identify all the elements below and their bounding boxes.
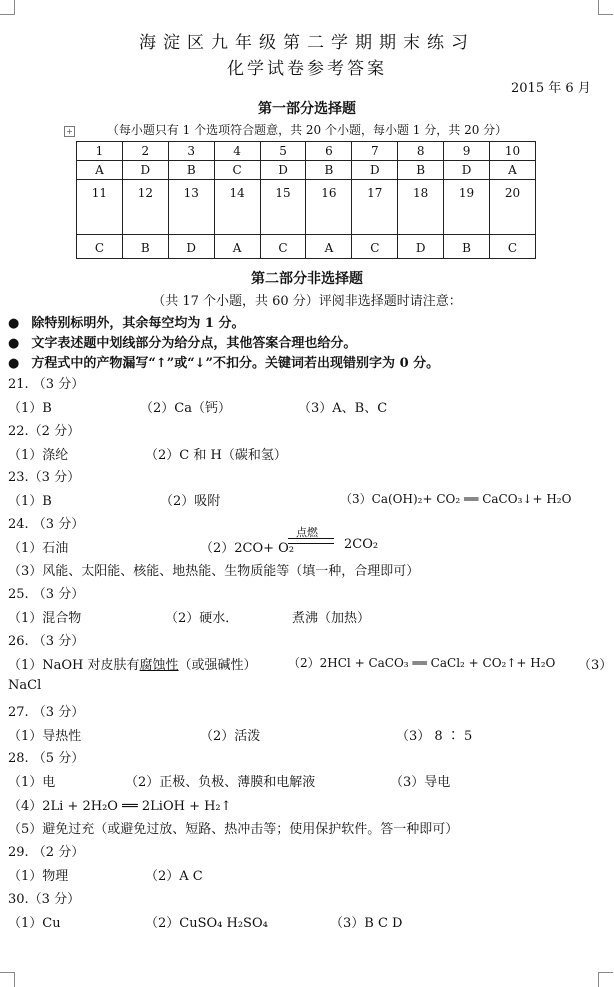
answer-cell: B — [398, 161, 444, 180]
q25-answer-1: （1）混合物 — [8, 611, 82, 626]
part2-title: 第二部分非选择题 — [251, 271, 363, 287]
q29-answer-2: （2）A C — [145, 869, 203, 884]
q23-answer-2: （2）吸附 — [160, 494, 221, 509]
q28-answer-4: （4）2Li + 2H₂O ══ 2LiOH + H₂↑ — [8, 799, 232, 814]
question-number-cell: 6 — [306, 142, 352, 161]
q22-heading: 22.（2 分） — [8, 424, 81, 439]
q26-answer-3: NaCl — [8, 678, 42, 693]
q28-answer-3: （3）导电 — [390, 775, 451, 790]
q23-answer-1: （1）B — [8, 494, 52, 509]
q27-answer-1: （1）导热性 — [8, 729, 82, 744]
q26-heading: 26. （3 分） — [8, 634, 85, 649]
question-number-cell: 7 — [352, 142, 398, 161]
q26-answer-1-suffix: （或强碱性） — [178, 658, 257, 673]
question-number-cell: 17 — [352, 180, 398, 235]
table-move-handle-icon[interactable]: + — [64, 126, 75, 137]
q21-answer-3: （3）A、B、C — [298, 401, 388, 416]
choice-answer-table — [76, 141, 536, 259]
question-number-cell: 10 — [490, 142, 536, 161]
q28-heading: 28. （5 分） — [8, 751, 85, 766]
question-number-cell: 4 — [214, 142, 260, 161]
question-number-cell: 13 — [168, 180, 214, 235]
answer-cell: D — [122, 161, 168, 180]
answer-cell: C — [77, 235, 123, 259]
q30-answer-3: （3）B C D — [330, 916, 403, 931]
table-row — [77, 142, 536, 161]
answer-cell: C — [260, 235, 306, 259]
q24-answer-2-products: 2CO₂ — [344, 537, 379, 552]
q30-answer-2: （2）CuSO₄ H₂SO₄ — [145, 916, 268, 931]
q23-answer-3: （3）Ca(OH)₂+ CO₂ ══ CaCO₃↓+ H₂O — [340, 492, 572, 506]
q28-answer-1: （1）电 — [8, 775, 56, 790]
question-number-cell: 11 — [77, 180, 123, 235]
question-number-cell: 3 — [168, 142, 214, 161]
answer-cell: D — [398, 235, 444, 259]
reaction-equals-sign — [288, 538, 334, 544]
answer-cell: B — [306, 161, 352, 180]
table-row — [77, 161, 536, 180]
q27-answer-3: （3） 8 ∶ 5 — [396, 729, 473, 744]
question-number-cell: 8 — [398, 142, 444, 161]
q30-heading: 30.（3 分） — [8, 892, 81, 907]
answer-cell: B — [168, 161, 214, 180]
q26-answer-1-prefix: （1）NaOH 对皮肤有 — [8, 658, 140, 673]
table-row — [77, 180, 536, 235]
q24-answer-3: （3）风能、太阳能、核能、地热能、生物质能等（填一种，合理即可） — [8, 564, 420, 579]
question-number-cell: 16 — [306, 180, 352, 235]
answer-cell: A — [306, 235, 352, 259]
q25-heading: 25. （3 分） — [8, 587, 85, 602]
answer-cell: C — [352, 235, 398, 259]
document-subtitle: 化学试卷参考答案 — [227, 59, 387, 79]
corner-mark-bottom-right — [598, 972, 613, 987]
question-number-cell: 5 — [260, 142, 306, 161]
q25-answer-2: （2）硬水． — [165, 611, 239, 626]
question-number-cell: 18 — [398, 180, 444, 235]
answer-cell: A — [77, 161, 123, 180]
table-row — [77, 235, 536, 259]
q21-answer-2: （2）Ca（钙） — [140, 401, 231, 416]
question-number-cell: 19 — [444, 180, 490, 235]
corner-mark-top-left — [0, 0, 15, 15]
q30-answer-1: （1）Cu — [8, 916, 61, 931]
q27-answer-2: （2）活泼 — [200, 729, 261, 744]
answer-cell: D — [444, 161, 490, 180]
q26-answer-1 — [8, 654, 257, 673]
question-number-cell: 15 — [260, 180, 306, 235]
answer-cell: A — [490, 161, 536, 180]
q26-answer-3-label: （3） — [578, 658, 613, 673]
q23-heading: 23.（3 分） — [8, 470, 81, 485]
answer-cell: C — [490, 235, 536, 259]
document-date: 2015 年 6 月 — [511, 81, 591, 96]
answer-cell: D — [168, 235, 214, 259]
corner-mark-top-right — [598, 0, 613, 15]
q22-answer-2: （2）C 和 H（碳和氢） — [145, 448, 287, 463]
q24-answer-2-reactants: （2）2CO+ O₂ — [200, 541, 295, 556]
rule-item: ● 方程式中的产物漏写“↑”或“↓”不扣分。关键词若出现错别字为 0 分。 — [8, 352, 439, 371]
question-number-cell: 14 — [214, 180, 260, 235]
q29-heading: 29. （2 分） — [8, 845, 85, 860]
q24-answer-1: （1）石油 — [8, 541, 69, 556]
part1-title: 第一部分选择题 — [258, 101, 356, 117]
question-number-cell: 1 — [77, 142, 123, 161]
q21-heading: 21. （3 分） — [8, 377, 85, 392]
answer-cell: C — [214, 161, 260, 180]
question-number-cell: 12 — [122, 180, 168, 235]
question-number-cell: 2 — [122, 142, 168, 161]
corner-mark-bottom-left — [0, 972, 15, 987]
q27-heading: 27. （3 分） — [8, 705, 85, 720]
q26-answer-2: （2）2HCl + CaCO₃ ══ CaCl₂ + CO₂↑+ H₂O — [288, 656, 556, 670]
question-number-cell: 9 — [444, 142, 490, 161]
q24-reaction-condition: 点燃 — [296, 526, 318, 539]
q28-answer-2: （2）正极、负极、薄膜和电解液 — [125, 775, 316, 790]
document-title: 海淀区九年级第二学期期末练习 — [139, 33, 475, 53]
part2-note: （共 17 个小题，共 60 分）评阅非选择题时请注意： — [152, 294, 462, 309]
q22-answer-1: （1）涤纶 — [8, 448, 69, 463]
rule-item: ● 除特别标明外，其余每空均为 1 分。 — [8, 312, 244, 331]
q29-answer-1: （1）物理 — [8, 869, 69, 884]
q26-answer-1-keyword: 腐蚀性 — [139, 658, 179, 673]
q28-answer-5: （5）避免过充（或避免过放、短路、热冲击等；使用保护软件。答一种即可） — [8, 822, 459, 837]
answer-cell: B — [122, 235, 168, 259]
answer-cell: D — [260, 161, 306, 180]
rule-item: ● 文字表述题中划线部分为给分点，其他答案合理也给分。 — [8, 332, 356, 351]
question-number-cell: 20 — [490, 180, 536, 235]
answer-cell: A — [214, 235, 260, 259]
answer-cell: B — [444, 235, 490, 259]
q25-answer-3: 煮沸（加热） — [292, 611, 371, 626]
part1-note: （每小题只有 1 个选项符合题意，共 20 个小题，每小题 1 分，共 20 分） — [106, 123, 508, 137]
q21-answer-1: （1）B — [8, 401, 52, 416]
answer-cell: D — [352, 161, 398, 180]
q24-heading: 24. （3 分） — [8, 517, 85, 532]
